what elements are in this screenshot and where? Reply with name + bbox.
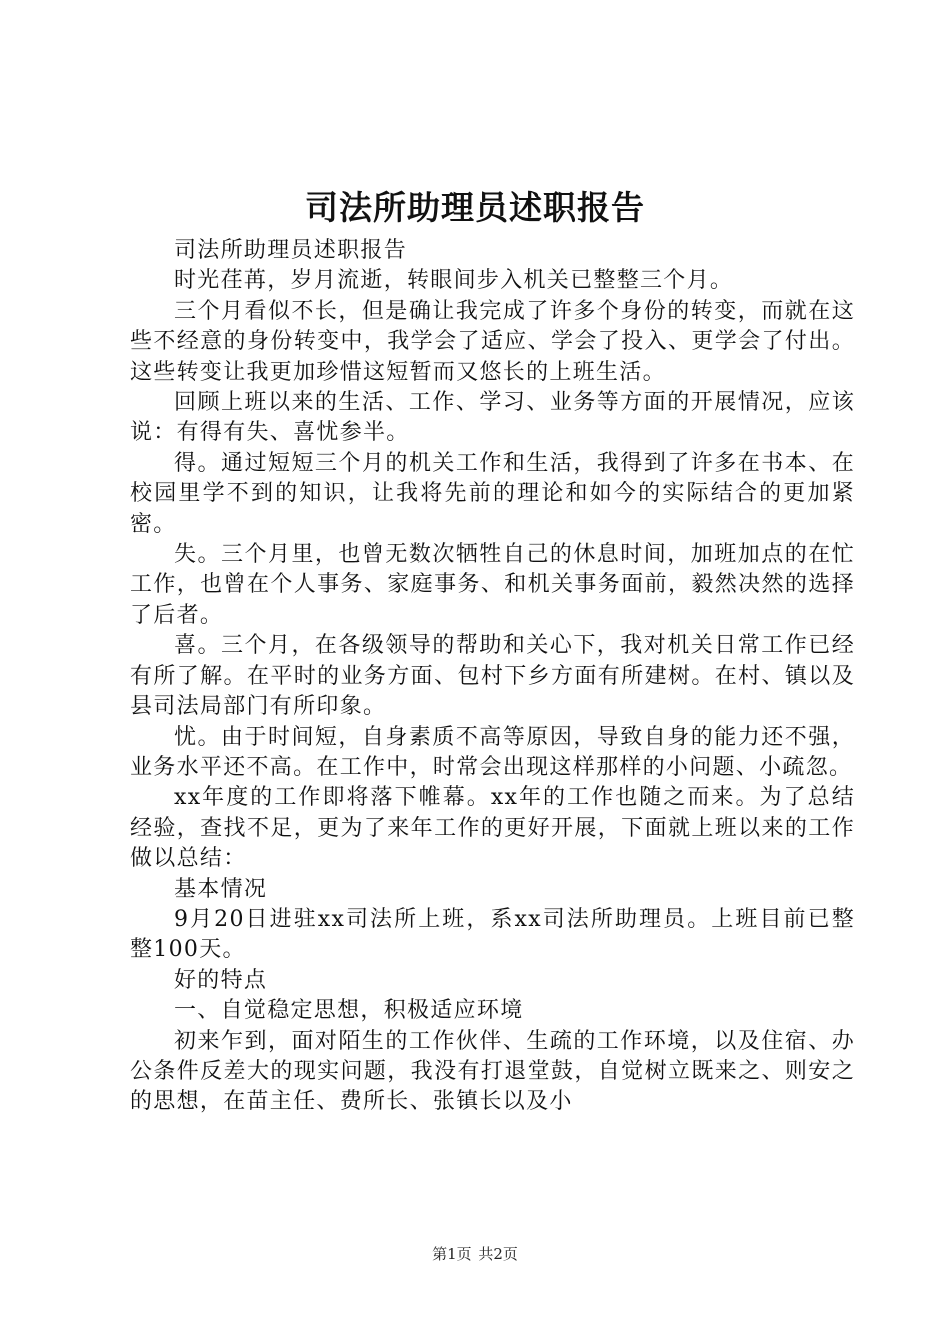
- section-heading: 好的特点: [174, 967, 268, 993]
- paragraph: 初来乍到，面对陌生的工作伙伴、生疏的工作环境，以及住宿、办公条件反差大的现实问题，我没有打退堂鼓，自觉树立既来之、则安之的思想，在苗主任、费所长、张镇长以及小: [130, 1028, 855, 1115]
- page-number: 第1页: [432, 1245, 472, 1263]
- paragraph: 三个月看似不长，但是确让我完成了许多个身份的转变，而就在这些不经意的身份转变中，我学会了适应、学会了投入、更学会了付出。这些转变让我更加珍惜这短暂而又悠长的上班生活。: [130, 298, 855, 385]
- document-body: [130, 236, 855, 1118]
- page-total: 共2页: [478, 1245, 518, 1263]
- paragraph: 时光荏苒，岁月流逝，转眼间步入机关已整整三个月。: [174, 268, 734, 294]
- section-heading: 一、自觉稳定思想，积极适应环境: [174, 998, 524, 1024]
- paragraph: 失。三个月里，也曾无数次牺牲自己的休息时间，加班加点的在忙工作，也曾在个人事务、家庭事务、和机关事务面前，毅然决然的选择了后者。: [130, 542, 855, 628]
- paragraph: 得。通过短短三个月的机关工作和生活，我得到了许多在书本、在校园里学不到的知识，让我将先前的理论和如今的实际结合的更加紧密。: [130, 450, 855, 537]
- paragraph-subtitle: 司法所助理员述职报告: [174, 238, 408, 263]
- document-title: 司法所助理员述职报告: [305, 188, 645, 227]
- section-heading: 基本情况: [174, 876, 268, 902]
- paragraph: 回顾上班以来的生活、工作、学习、业务等方面的开展情况，应该说：有得有失、喜忧参半。: [130, 390, 855, 446]
- paragraph: xx年度的工作即将落下帷幕。xx年的工作也随之而来。为了总结经验，查找不足，更为了来年工作的更好开展，下面就上班以来的工作做以总结：: [130, 785, 855, 872]
- paragraph: 喜。三个月，在各级领导的帮助和关心下，我对机关日常工作已经有所了解。在平时的业务方面、包村下乡方面有所建树。在村、镇以及县司法局部门有所印象。: [130, 633, 855, 720]
- paragraph: 忧。由于时间短，自身素质不高等原因，导致自身的能力还不强，业务水平还不高。在工作中，时常会出现这样那样的小问题、小疏忽。: [130, 724, 855, 780]
- page-footer: [0, 1244, 950, 1264]
- paragraph: 9月20日进驻xx司法所上班，系xx司法所助理员。上班目前已整整100天。: [130, 906, 855, 963]
